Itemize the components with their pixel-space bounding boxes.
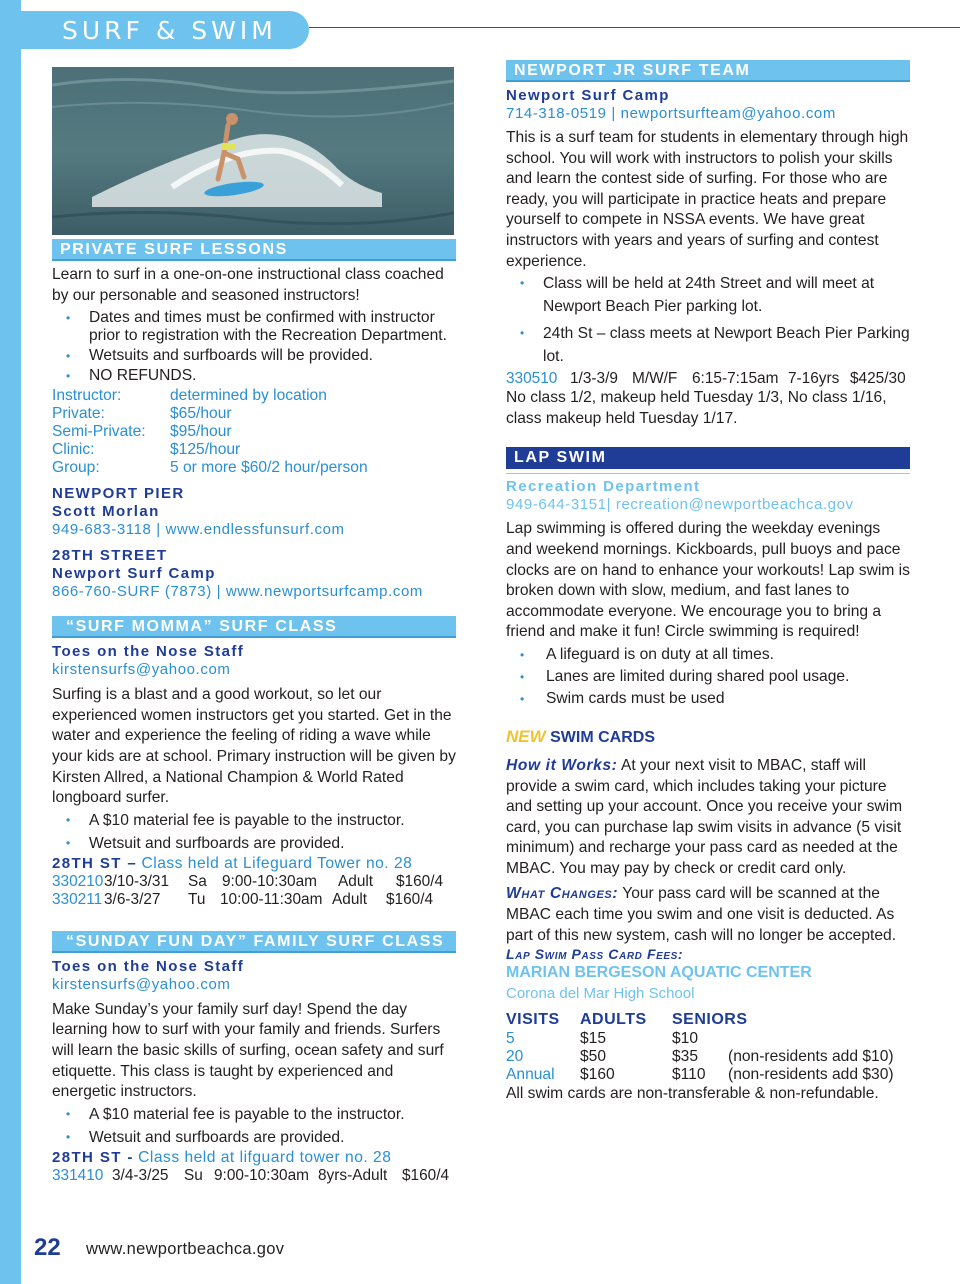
list-item: • Lanes are limited during shared pool usage. <box>506 667 910 687</box>
jr-org: Newport Surf Camp <box>506 87 670 104</box>
class-dates: 1/3-3/9 <box>570 370 618 388</box>
how-text: At your next visit to MBAC, staff will provide a swim card, which includes taking your picture and setting up your account. Once you receive your swim card, you can purchase lap swim visits in advance (5 visit minimum) and recharge your pass card as needed at the MBAC. You may pay by check or credit card only. <box>506 756 903 877</box>
surf-momma-header: “SURF MOMMA” SURF CLASS <box>52 616 456 638</box>
new-badge: NEW <box>506 726 546 746</box>
lap-bullets <box>506 645 910 709</box>
jr-surf-team-header: NEWPORT JR SURF TEAM <box>506 60 910 82</box>
class-dates: 3/10-3/31 <box>104 872 170 890</box>
left-color-bar <box>0 0 21 1284</box>
rate-label: Instructor: <box>52 387 122 405</box>
private-lessons-header: PRIVATE SURF LESSONS <box>52 239 456 261</box>
momma-desc: Surfing is a blast and a good workout, so let our experienced women instructors get you started. Get in the water and experience the feeling of riding a wave while your kids are at school. Primary instruction will be given by Kirsten Allred, a National Champion & World Rated longboard surfer. <box>52 686 456 807</box>
list-item: • Wetsuit and surfboards are provided. <box>52 832 456 855</box>
class-day: M/W/F <box>632 370 678 388</box>
rate-label: Clinic: <box>52 441 95 459</box>
location-contact: Newport Surf Camp <box>52 565 216 583</box>
jr-bullets <box>506 272 910 368</box>
rate-value: $95/hour <box>170 423 232 441</box>
sunday-email[interactable]: kirstensurfs@yahoo.com <box>52 975 231 993</box>
momma-location-label: 28TH ST – <box>52 854 138 872</box>
fees-cell: (non-residents add $30) <box>728 1066 894 1084</box>
fees-cell: $110 <box>672 1066 706 1084</box>
class-fee: $160/4 <box>386 890 434 908</box>
class-fee: $160/4 <box>396 872 444 890</box>
fees-header: VISITS <box>506 1011 560 1029</box>
sunday-org: Toes on the Nose Staff <box>52 957 245 975</box>
fees-cell: $160 <box>580 1066 615 1084</box>
fees-table <box>506 1010 910 1084</box>
what-text: Your pass card will be scanned at the MBAC each time you swim and one visit is deducted. As part of this new system, cash will no longer be accepted. <box>506 885 897 944</box>
list-item: • A $10 material fee is payable to the instructor. <box>52 809 456 832</box>
header-rule <box>309 27 960 28</box>
jr-note: No class 1/2, makeup held Tuesday 1/3, No class 1/16, class makeup held Tuesday 1/17. <box>506 389 887 427</box>
private-rates <box>52 387 456 477</box>
lap-org: Recreation Department <box>506 478 701 496</box>
fees-header <box>728 1010 910 1030</box>
left-column <box>52 239 456 1185</box>
class-day: Tu <box>188 890 206 908</box>
class-fee: $160/4 <box>402 1166 450 1184</box>
sunday-location-label: 28TH ST - <box>52 1148 134 1166</box>
class-time: 6:15-7:15am <box>692 370 779 388</box>
class-time: 9:00-10:30am <box>222 872 317 890</box>
fees-header: ADULTS <box>580 1011 647 1029</box>
lap-contact[interactable]: 949-644-3151| recreation@newportbeachca.gov <box>506 496 854 514</box>
schedule-row <box>52 873 456 891</box>
private-bullets <box>52 309 456 385</box>
what-changes <box>506 884 910 946</box>
fees-cell: 20 <box>506 1048 524 1066</box>
class-day: Su <box>184 1166 203 1184</box>
class-dates: 3/6-3/27 <box>104 890 161 908</box>
schedule-row <box>506 370 910 388</box>
surfer-photo <box>52 67 454 235</box>
footer-url[interactable]: www.newportbeachca.gov <box>86 1240 285 1258</box>
location-28th-street: 28TH STREET <box>52 547 168 565</box>
section-title: SURF & SWIM <box>62 16 277 45</box>
momma-bullets <box>52 809 456 855</box>
class-code[interactable]: 330510 <box>506 370 558 388</box>
class-age: Adult <box>338 872 374 890</box>
class-age: 8yrs-Adult <box>318 1166 388 1184</box>
fees-header: SENIORS <box>672 1011 748 1029</box>
what-label: What Changes: <box>506 885 619 903</box>
rate-value: $65/hour <box>170 405 232 423</box>
lap-desc: Lap swimming is offered during the weekday evenings and weekend mornings. Kickboards, pull buoys and pace clocks are on hand to enhance your workouts! Lap swim is broken down with slow, medium, and fast lanes to accommodate everyone. We encourage you to bring a friend and make it fun! Circle swimming is required! <box>506 520 910 641</box>
rate-value: 5 or more $60/2 hour/person <box>170 459 368 477</box>
right-column <box>506 60 910 1105</box>
schedule-row <box>52 1167 456 1185</box>
sunday-bullets <box>52 1103 456 1149</box>
list-item: • Class will be held at 24th Street and will meet at Newport Beach Pier parking lot. <box>506 272 910 318</box>
class-age: 7-16yrs <box>788 370 840 388</box>
list-item: • Swim cards must be used <box>506 689 910 709</box>
venue-name: MARIAN BERGESON AQUATIC CENTER <box>506 964 812 982</box>
class-time: 9:00-10:30am <box>214 1166 309 1184</box>
class-time: 10:00-11:30am <box>220 890 323 908</box>
class-code[interactable]: 330210 <box>52 872 104 890</box>
class-day: Sa <box>188 872 207 890</box>
page-number: 22 <box>34 1234 61 1261</box>
how-it-works <box>506 756 910 880</box>
rate-value: determined by location <box>170 387 327 405</box>
list-item: • Dates and times must be confirmed with instructor prior to registration with the Recreation Department. <box>52 309 456 345</box>
list-item: • NO REFUNDS. <box>52 367 456 385</box>
lap-swim-header: LAP SWIM <box>506 447 910 469</box>
fees-cell: 5 <box>506 1030 515 1048</box>
how-label: How it Works: <box>506 756 618 774</box>
jr-contact[interactable]: 714-318-0519 | newportsurfteam@yahoo.com <box>506 105 836 122</box>
fees-cell <box>728 1030 910 1048</box>
location-newport-pier: NEWPORT PIER <box>52 485 185 503</box>
list-item: • Wetsuit and surfboards are provided. <box>52 1126 456 1149</box>
location-phone[interactable]: 866-760-SURF (7873) | www.newportsurfcamp.com <box>52 583 424 601</box>
sunday-desc: Make Sunday’s your family surf day! Spend the day learning how to surf with your family and friends. Surfers will learn the basic skills of surfing, ocean safety and surf etiquette. This class is taught by experienced and energetic instructors. <box>52 1000 444 1101</box>
fees-cell: $50 <box>580 1048 607 1066</box>
class-dates: 3/4-3/25 <box>112 1166 169 1184</box>
schedule-row <box>52 891 456 909</box>
fees-cell: Annual <box>506 1066 555 1084</box>
location-phone[interactable]: 949-683-3118 | www.endlessfunsurf.com <box>52 521 345 539</box>
rate-label: Private: <box>52 405 105 423</box>
fees-cell: $15 <box>580 1030 607 1048</box>
class-age: Adult <box>332 890 368 908</box>
list-item: • A lifeguard is on duty at all times. <box>506 645 910 665</box>
class-code[interactable]: 330211 <box>52 890 103 908</box>
venue-school: Corona del Mar High School <box>506 985 695 1003</box>
list-item: • Wetsuits and surfboards will be provided. <box>52 347 456 365</box>
sunday-fun-day-header: “SUNDAY FUN DAY” FAMILY SURF CLASS <box>52 931 456 953</box>
fees-cell: $10 <box>672 1030 699 1048</box>
class-code[interactable]: 331410 <box>52 1166 104 1184</box>
rate-value: $125/hour <box>170 441 241 459</box>
list-item: • 24th St – class meets at Newport Beach Pier Parking lot. <box>506 322 910 368</box>
private-intro: Learn to surf in a one-on-one instructional class coached by our personable and seasoned instructors! <box>52 266 444 304</box>
fees-cell: (non-residents add $10) <box>728 1048 894 1066</box>
rate-label: Semi-Private: <box>52 423 146 441</box>
momma-org: Toes on the Nose Staff <box>52 643 245 661</box>
swim-cards-title: SWIM CARDS <box>550 728 656 746</box>
momma-location-text: Class held at Lifeguard Tower no. 28 <box>141 854 413 872</box>
fees-label: Lap Swim Pass Card Fees: <box>506 946 684 963</box>
location-contact: Scott Morlan <box>52 503 160 521</box>
jr-desc: This is a surf team for students in elementary through high school. You will work with instructors to polish your skills and learn the contest side of surfing. For those who are ready, you will participate in practice heats and prepare yourself to compete in NSSA events. We have great instructors with years and years of surfing and contest experience. <box>506 129 909 270</box>
rate-label: Group: <box>52 459 100 477</box>
swim-cards-heading <box>506 727 910 748</box>
sunday-location-text: Class held at lifguard tower no. 28 <box>138 1148 392 1166</box>
cards-footnote: All swim cards are non-transferable & non-refundable. <box>506 1085 879 1103</box>
class-fee: $425/30 <box>850 370 906 388</box>
list-item: • A $10 material fee is payable to the instructor. <box>52 1103 456 1126</box>
momma-email[interactable]: kirstensurfs@yahoo.com <box>52 661 231 679</box>
fees-cell: $35 <box>672 1048 699 1066</box>
